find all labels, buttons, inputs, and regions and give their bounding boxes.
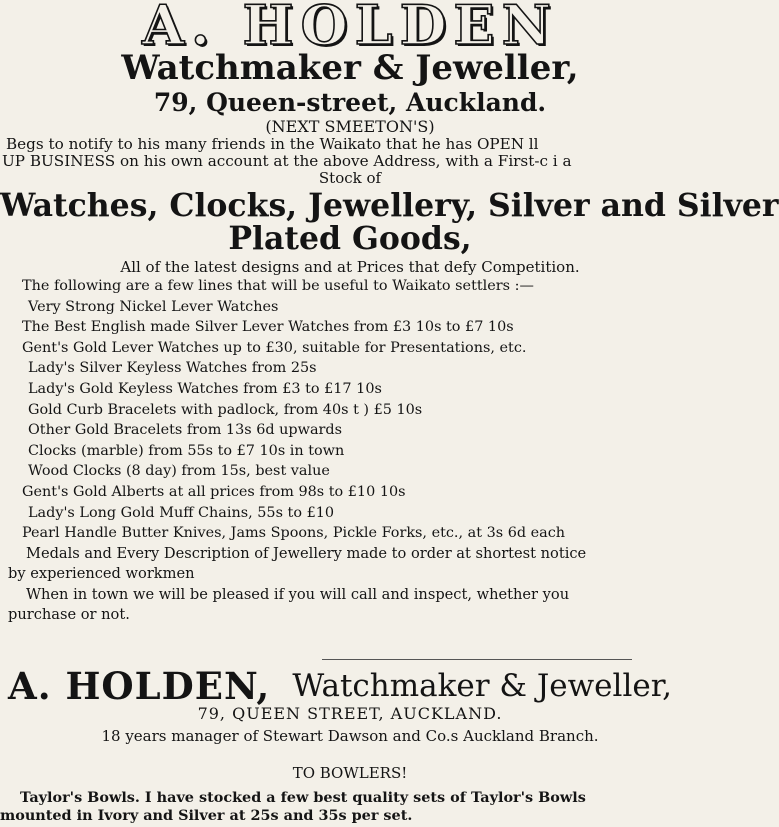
divider-rule	[322, 659, 632, 660]
advertiser-name-heading: A. HOLDEN	[142, 0, 558, 57]
intro-line-2: UP BUSINESS on his own account at the above Address, with a First-c i a	[2, 152, 572, 170]
list-item: Lady's Silver Keyless Watches from 25s	[28, 360, 317, 377]
item-list	[0, 276, 700, 544]
bowlers-line-1: Taylor's Bowls. I have stocked a few best quality sets of Taylor's Bowls	[20, 789, 586, 806]
visit-line-2: purchase or not.	[8, 605, 130, 623]
list-item: Gold Curb Bracelets with padlock, from 40s t ) £5 10s	[28, 401, 423, 418]
list-item: Pearl Handle Butter Knives, Jams Spoons, Pickle Forks, etc., at 3s 6d each	[22, 525, 566, 542]
intro-paragraph	[0, 136, 700, 170]
list-item: Clocks (marble) from 55s to £7 10s in town	[28, 442, 345, 459]
list-item: Gent's Gold Alberts at all prices from 98s to £10 10s	[22, 483, 406, 500]
bowlers-heading: TO BOWLERS!	[292, 764, 408, 782]
goods-heading-line-2: Plated Goods,	[228, 220, 472, 257]
address-heading: 79, Queen-street, Auckland.	[153, 88, 547, 117]
medals-line-2: by experienced workmen	[8, 565, 195, 583]
footer-address: 79, QUEEN STREET, AUCKLAND.	[197, 704, 503, 723]
goods-heading-line-1: Watches, Clocks, Jewellery, Silver and Silver	[0, 187, 779, 224]
list-item: Wood Clocks (8 day) from 15s, best value	[28, 463, 330, 480]
trade-heading: Watchmaker & Jeweller,	[121, 48, 579, 88]
list-item: Very Strong Nickel Lever Watches	[28, 298, 279, 315]
next-to-note: (NEXT SMEETON'S)	[265, 117, 435, 136]
footer-name-row	[8, 664, 698, 708]
bowlers-line-2: mounted in Ivory and Silver at 25s and 35s per set.	[0, 807, 413, 824]
medals-line-1: Medals and Every Description of Jewellery made to order at shortest notice	[26, 544, 587, 562]
footer-advertiser-name: A. HOLDEN,	[8, 664, 271, 708]
list-item: Other Gold Bracelets from 13s 6d upwards	[28, 422, 342, 439]
footer-trade: Watchmaker & Jeweller,	[292, 668, 672, 704]
visit-line-1: When in town we will be pleased if you will call and inspect, whether you	[26, 585, 570, 603]
intro-line-3: Stock of	[318, 169, 382, 187]
list-item: The Best English made Silver Lever Watches from £3 10s to £7 10s	[22, 319, 514, 336]
list-item: Lady's Gold Keyless Watches from £3 to £17 10s	[28, 380, 382, 397]
latest-designs-line: All of the latest designs and at Prices that defy Competition.	[120, 258, 580, 276]
list-item: Lady's Long Gold Muff Chains, 55s to £10	[28, 504, 335, 521]
intro-line-1: Begs to notify to his many friends in the Waikato that he has OPEN ll	[6, 135, 539, 153]
list-item: Gent's Gold Lever Watches up to £30, suitable for Presentations, etc.	[22, 339, 527, 356]
medals-paragraph	[0, 544, 700, 626]
footer-manager-line: 18 years manager of Stewart Dawson and Co.s Auckland Branch.	[101, 727, 599, 745]
list-intro: The following are a few lines that will be useful to Waikato settlers :—	[22, 278, 534, 294]
